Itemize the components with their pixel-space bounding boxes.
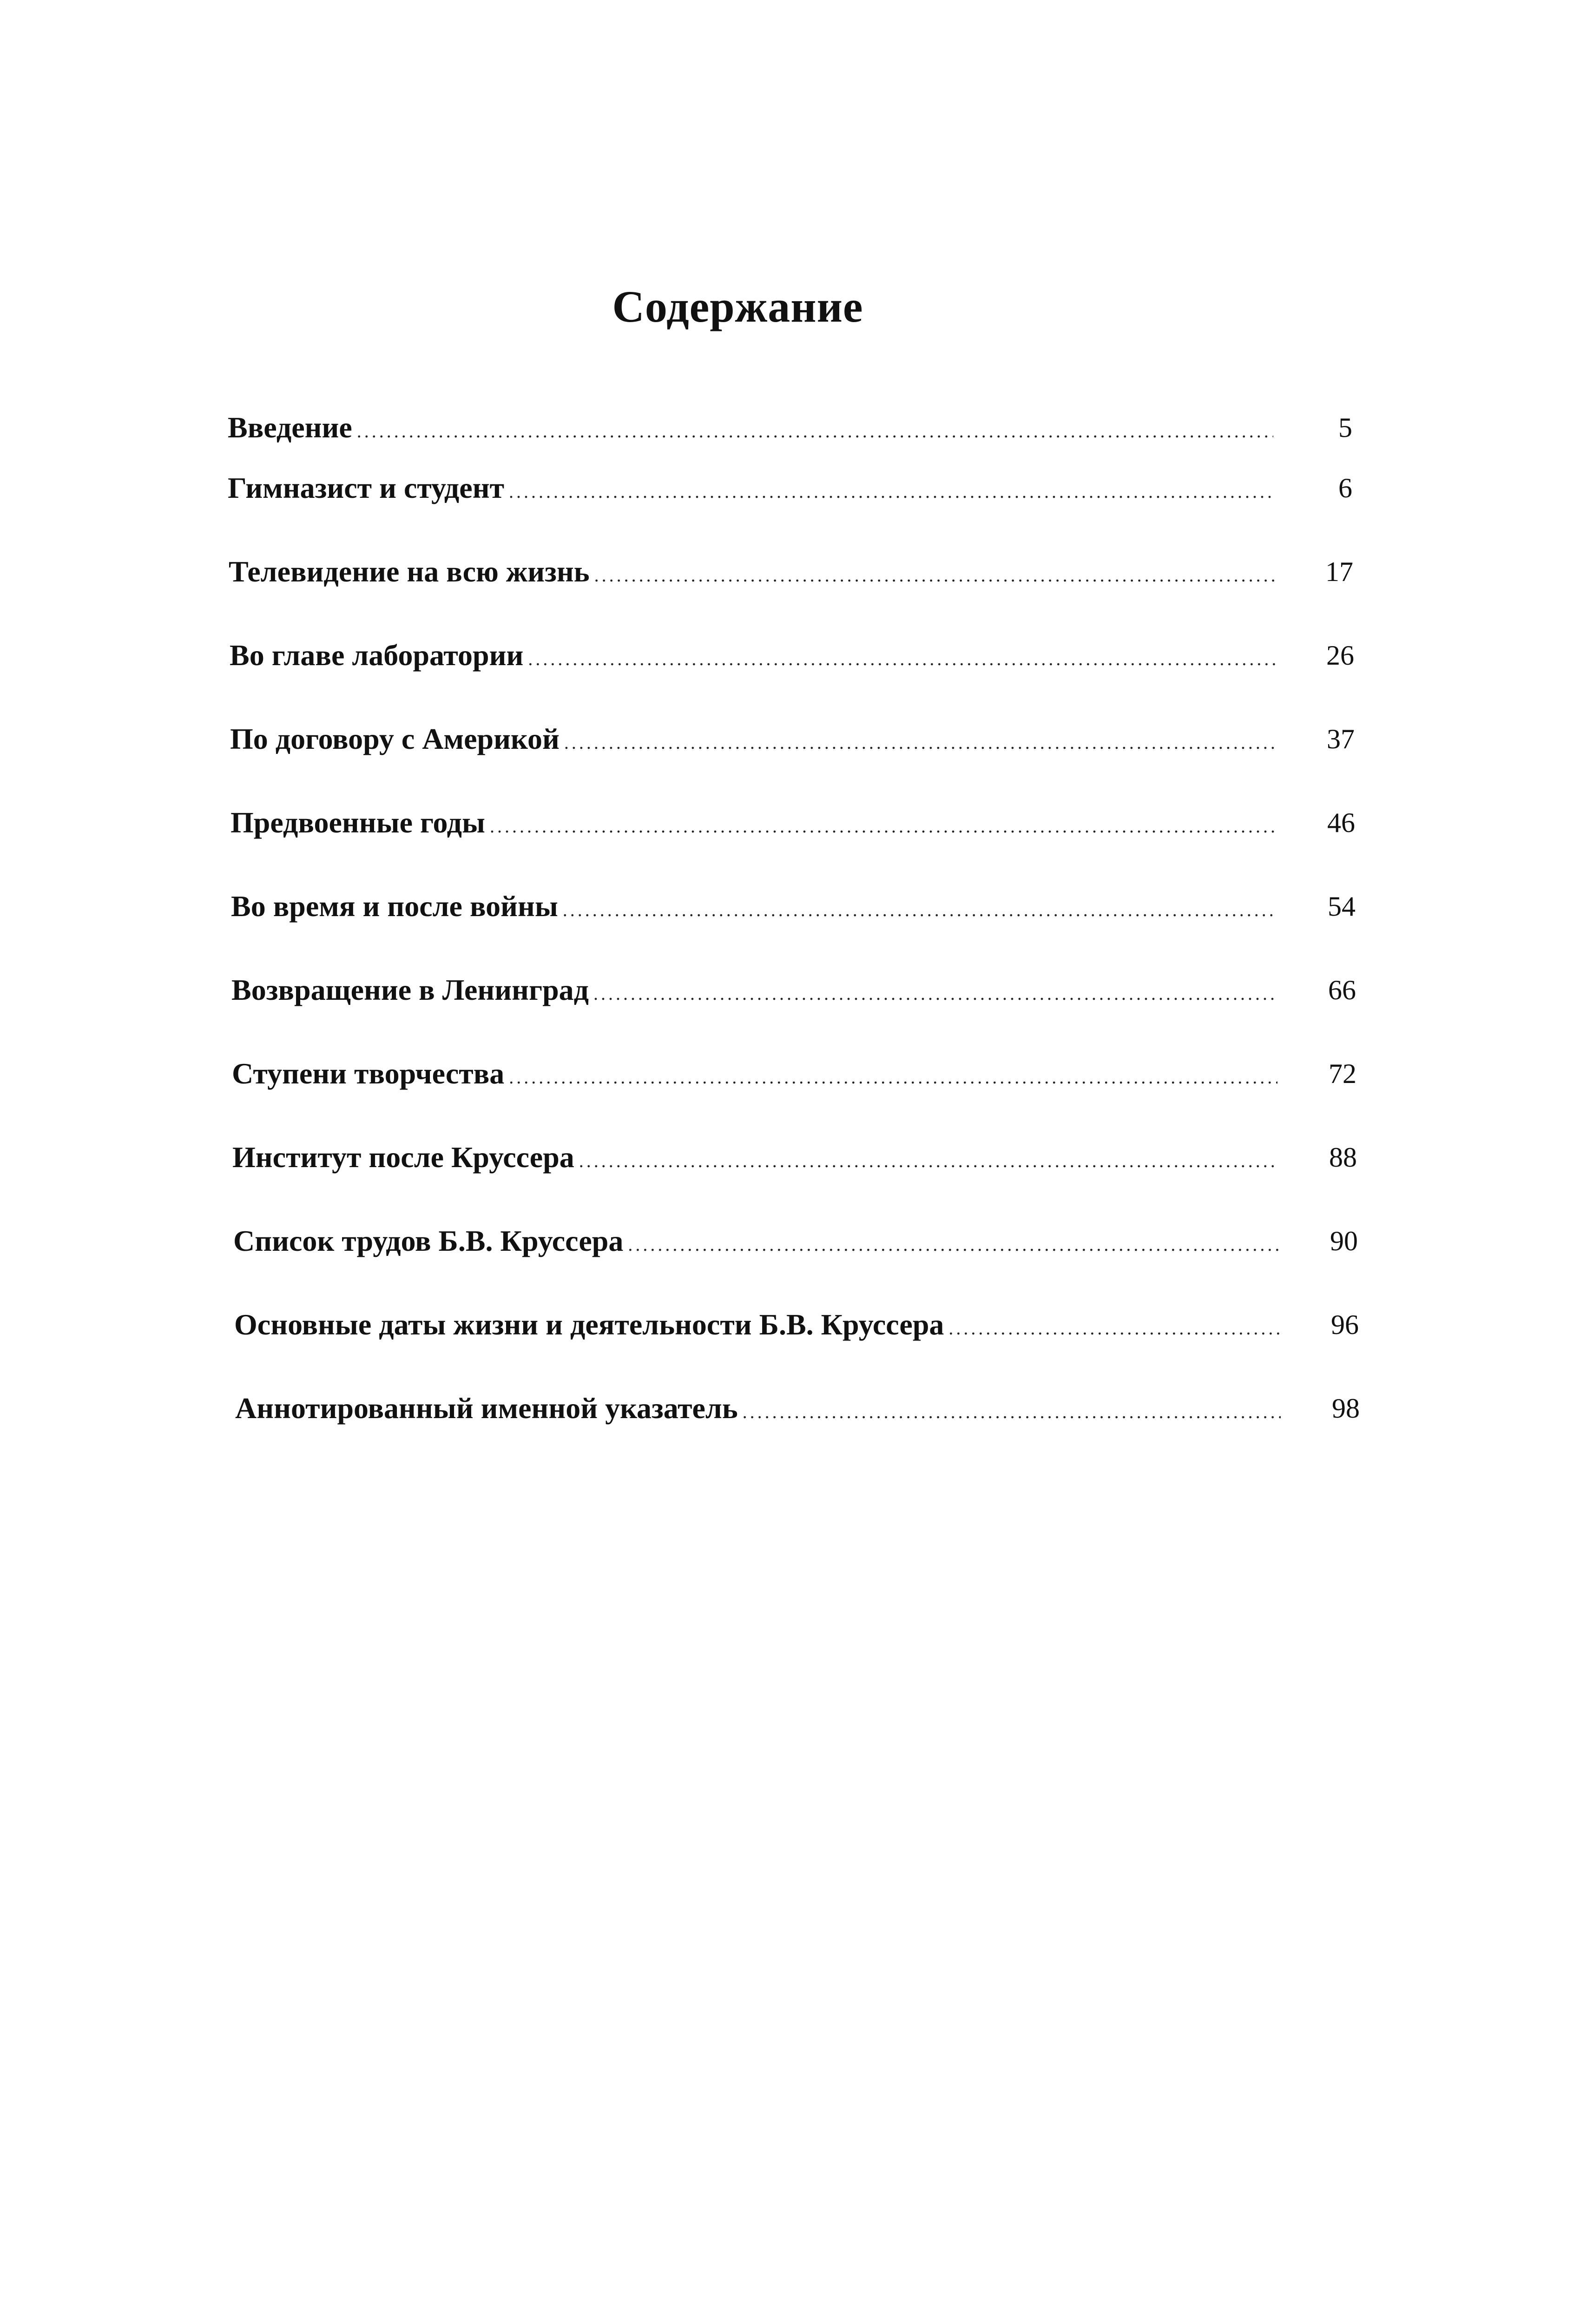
toc-page-number: 66 [1328,975,1356,1005]
toc-leader [564,722,1276,764]
toc-entry-label: Введение [228,411,352,444]
toc-entry-label: Институт после Круссера [232,1141,574,1174]
toc-leader [593,973,1277,1015]
toc-entry-label: Гимназист и студент [228,471,504,504]
toc-entry [235,1387,1360,1429]
toc-entry [232,1053,1356,1095]
toc-entry [231,885,1356,927]
toc-entry-label: Возвращение в Ленинград [231,973,589,1006]
toc-entry-label: Во главе лаборатории [230,639,524,672]
toc-entry-label: Во время и после войны [231,890,558,923]
toc-entry-label: Список трудов Б.В. Круссера [233,1224,624,1257]
toc-leader [528,638,1275,680]
toc-entry [231,969,1356,1011]
toc-leader [948,1307,1280,1349]
toc-entry [228,467,1352,509]
toc-entry [234,1304,1359,1346]
toc-entry-label: Основные даты жизни и деятельности Б.В. Круссера [234,1308,944,1341]
toc-page-number: 54 [1328,891,1356,922]
toc-page-number: 37 [1327,724,1355,754]
toc-entry [232,1136,1357,1178]
toc-entry-label: Телевидение на всю жизнь [229,555,590,588]
toc-entry-label: Аннотированный именной указатель [235,1392,738,1425]
toc-page-number: 17 [1325,556,1353,587]
toc-page-number: 6 [1338,473,1352,503]
toc-entry-label: По договору с Америкой [230,722,560,755]
toc-entry [233,1220,1358,1262]
toc-page-number: 96 [1331,1309,1359,1340]
toc-leader [509,471,1273,513]
toc-entry [229,551,1353,593]
toc-leader [490,805,1276,847]
toc-entry-label: Предвоенные годы [230,806,485,839]
toc-leader [594,555,1274,596]
toc-leader [563,889,1277,931]
toc-leader [357,410,1273,452]
toc-entry [228,407,1352,449]
toc-page-number: 88 [1329,1142,1357,1173]
toc-page-number: 98 [1332,1393,1360,1424]
toc-page-number: 72 [1329,1058,1356,1089]
toc-page-number: 26 [1326,640,1354,671]
toc-entry-label: Ступени творчества [232,1057,505,1090]
page-title: Содержание [612,282,863,331]
toc-leader [509,1056,1277,1098]
toc-entry [230,634,1354,676]
toc-entry [230,802,1355,844]
toc-page-number: 5 [1338,412,1352,443]
toc-leader [628,1224,1279,1266]
toc-leader [743,1391,1281,1433]
toc-entry [230,718,1355,760]
toc-page-number: 46 [1327,807,1355,838]
toc-leader [579,1140,1278,1182]
toc-page-number: 90 [1330,1226,1358,1256]
